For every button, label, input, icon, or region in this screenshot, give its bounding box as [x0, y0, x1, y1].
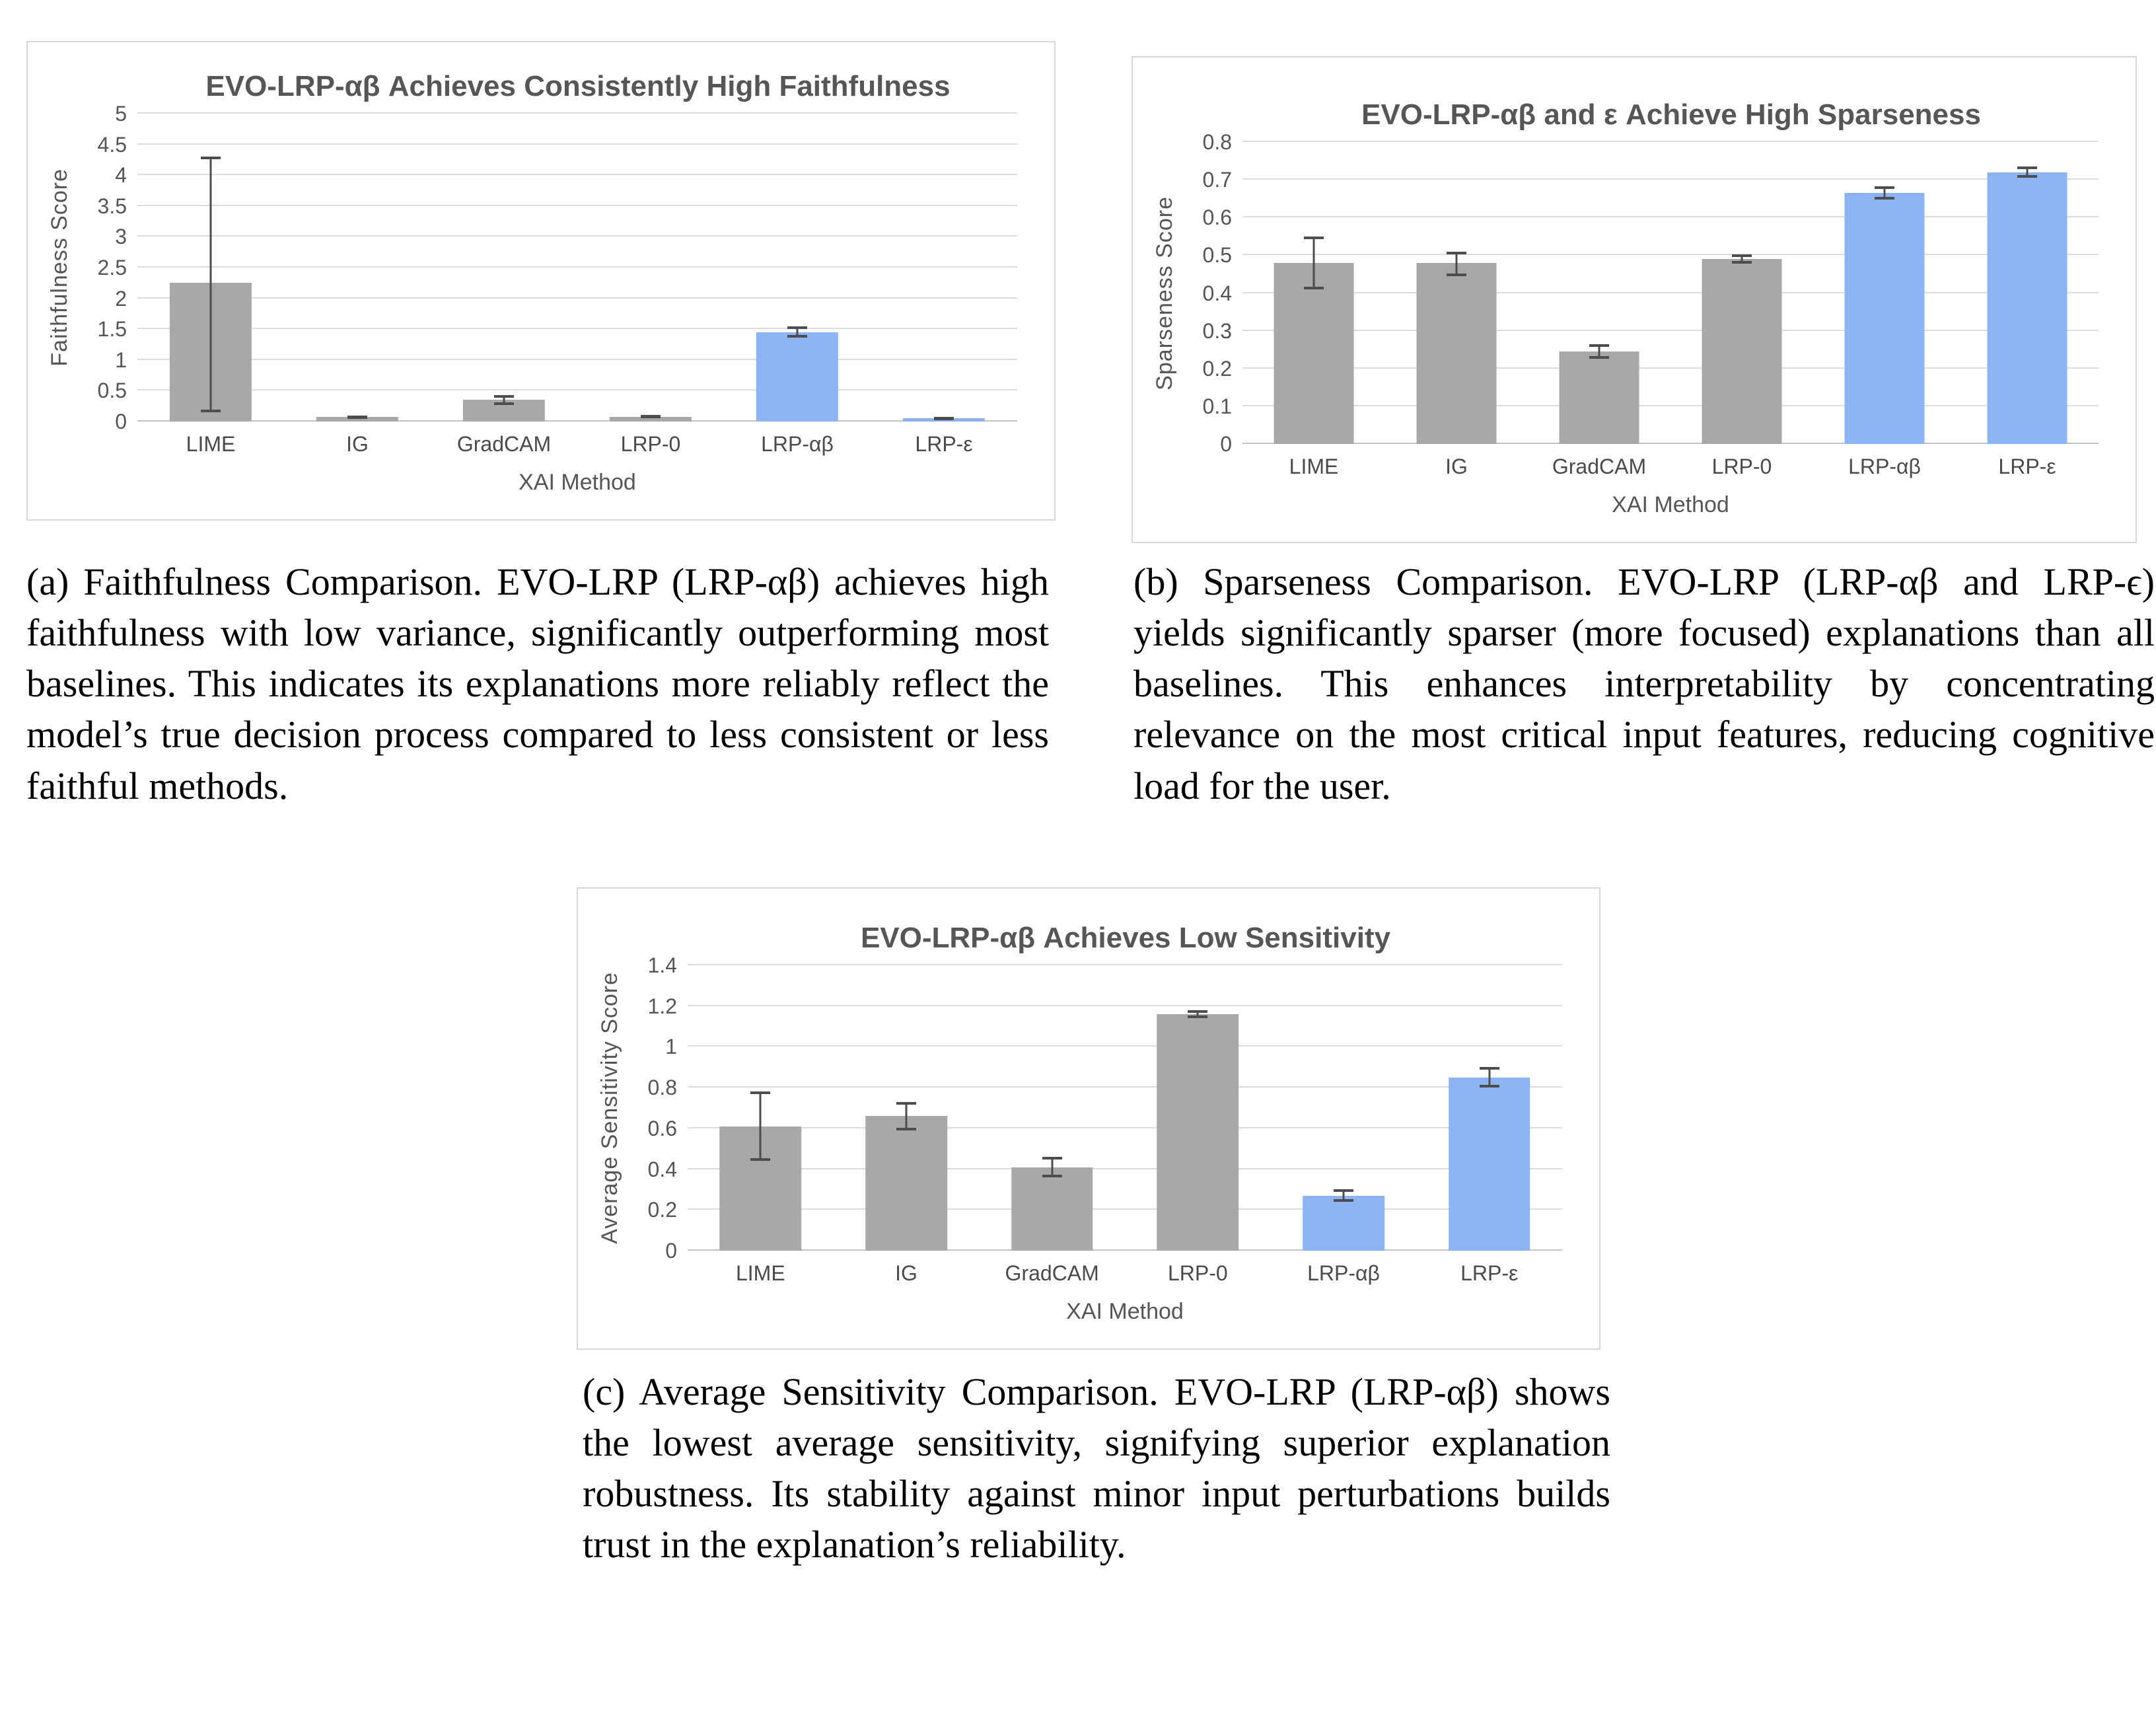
- bar-GradCAM: [1011, 1167, 1093, 1251]
- bar-LRP-0: [1702, 259, 1782, 444]
- caption-b: (b) Sparseness Comparison. EVO-LRP (LRP-αβ and LRP-ϵ) yields significantly sparser (more focused) explanations than all baselines. This enhances interpretability by concentrating relevance on the most critical input features, reducing cognitive load for the user.: [1133, 560, 2155, 807]
- x-axis-baseline: [1242, 443, 2099, 444]
- y-tick-label: 0.2: [1202, 356, 1232, 381]
- gridline: [688, 1127, 1562, 1128]
- category-label: LIME: [735, 1261, 785, 1285]
- gridline: [137, 143, 1017, 145]
- y-tick-label: 0.8: [1202, 130, 1232, 154]
- category-label: LRP-αβ: [761, 432, 834, 456]
- error-bar-cap-bottom: [2017, 175, 2037, 178]
- error-bar-cap-bottom: [201, 410, 221, 412]
- error-bar: [345, 416, 369, 420]
- y-tick-label: 1: [115, 348, 127, 372]
- bar-IG: [1417, 263, 1497, 444]
- category-label: LIME: [186, 432, 236, 456]
- y-tick-label: 2: [115, 286, 127, 311]
- gridline: [137, 359, 1017, 360]
- sparseness-bar-chart: [1132, 56, 2137, 543]
- gridline: [1242, 178, 2099, 180]
- gridline: [1242, 367, 2099, 369]
- error-bar-cap-top: [1732, 254, 1752, 257]
- y-axis-label-text: Faithfulness Score: [46, 168, 72, 367]
- error-bar-cap-bottom: [1732, 261, 1752, 264]
- error-bar-cap-bottom: [1589, 356, 1609, 359]
- error-bar-cap-top: [1589, 344, 1609, 347]
- error-bar: [2015, 166, 2039, 178]
- y-tick-label: 0.2: [647, 1198, 677, 1222]
- category-label: GradCAM: [456, 432, 552, 456]
- y-tick-label: 0.3: [1202, 318, 1232, 343]
- y-tick-label: 0.5: [97, 379, 127, 403]
- y-tick-label: 1.5: [97, 317, 127, 342]
- x-axis-label: XAI Method: [1612, 492, 1729, 517]
- error-bar: [1332, 1189, 1355, 1202]
- gridline: [1242, 330, 2099, 331]
- plot-area: [1242, 142, 2099, 444]
- error-bar-cap-bottom: [1304, 287, 1324, 289]
- chart-title: EVO-LRP-αβ Achieves Consistently High Faithfulness: [205, 70, 951, 102]
- y-tick-label: 3.5: [97, 194, 127, 218]
- error-bar: [1873, 186, 1896, 200]
- gridline: [137, 328, 1017, 329]
- gridline: [688, 964, 1562, 965]
- y-axis-label-text: Sparseness Score: [1151, 196, 1177, 390]
- chart-body: [42, 102, 1034, 433]
- x-axis-categories: [1242, 455, 2099, 479]
- error-bar-cap-bottom: [1875, 197, 1894, 200]
- gridline: [1242, 141, 2099, 142]
- bar-LRP-ε: [1449, 1078, 1530, 1251]
- chart-body: [1147, 130, 2116, 456]
- error-bar-cap-top: [1304, 237, 1324, 239]
- gridline: [1242, 254, 2099, 255]
- error-bar-cap-top: [2017, 166, 2037, 169]
- caption-c: (c) Average Sensitivity Comparison. EVO-LRP (LRP-αβ) shows the lowest average sensitivity, signifying superior explanation robustness. Its stability against minor input perturbations builds trust in the explanation’s reliability.: [583, 1370, 1610, 1566]
- gridline: [137, 205, 1017, 206]
- x-axis-baseline: [137, 420, 1017, 422]
- y-axis-ticks: [627, 953, 688, 1263]
- error-bar-line: [906, 1102, 908, 1130]
- error-bar: [1302, 237, 1326, 289]
- error-bar-cap-bottom: [750, 1158, 770, 1161]
- chart-title: EVO-LRP-αβ and ε Achieve High Sparseness: [1361, 98, 1981, 131]
- error-bar-cap-bottom: [1447, 274, 1466, 276]
- gridline: [1242, 405, 2099, 406]
- gridline: [688, 1168, 1562, 1169]
- error-bar: [639, 415, 663, 419]
- error-bar-cap-top: [750, 1091, 770, 1094]
- plot-area: [137, 114, 1017, 422]
- chart-body: [593, 953, 1579, 1263]
- error-bar: [748, 1091, 772, 1161]
- bar-LRP-αβ: [1303, 1196, 1384, 1251]
- faithfulness-bar-chart: [26, 41, 1056, 521]
- y-tick-label: 5: [115, 102, 127, 126]
- category-label: IG: [346, 432, 369, 456]
- error-bar-cap-top: [1188, 1010, 1207, 1013]
- error-bar-cap-bottom: [1480, 1085, 1499, 1087]
- error-bar: [492, 395, 516, 405]
- y-tick-label: 0.6: [647, 1116, 677, 1140]
- category-label: LRP-ε: [915, 432, 973, 456]
- category-label: LIME: [1289, 455, 1339, 478]
- bar-LIME: [1274, 263, 1354, 444]
- category-label: IG: [1445, 455, 1468, 478]
- category-label: LRP-0: [1711, 455, 1772, 478]
- gridline: [137, 235, 1017, 237]
- gridline: [688, 1208, 1562, 1210]
- y-tick-label: 4.5: [97, 132, 127, 157]
- error-bar-line: [1456, 252, 1458, 276]
- error-bar: [785, 326, 809, 338]
- error-bar-cap-top: [1447, 252, 1466, 254]
- y-axis-ticks: [1182, 130, 1242, 456]
- chart-title: EVO-LRP-αβ Achieves Low Sensitivity: [860, 922, 1391, 954]
- y-tick-label: 0.6: [1202, 205, 1232, 230]
- x-axis-label: XAI Method: [519, 470, 636, 495]
- x-axis-categories: [688, 1261, 1562, 1286]
- error-bar: [1730, 254, 1754, 264]
- y-tick-label: 0: [1220, 432, 1232, 456]
- gridline: [137, 297, 1017, 299]
- bar-IG: [865, 1116, 947, 1251]
- error-bar-line: [210, 157, 212, 412]
- error-bar-cap-top: [1480, 1067, 1499, 1070]
- gridline: [688, 1086, 1562, 1087]
- x-axis-label: XAI Method: [1066, 1299, 1184, 1324]
- y-tick-label: 1.4: [647, 953, 677, 977]
- y-tick-label: 1.2: [647, 994, 677, 1018]
- bar-LRP-αβ: [1845, 193, 1925, 444]
- error-bar-cap-bottom: [347, 416, 367, 419]
- category-label: GradCAM: [1005, 1261, 1099, 1285]
- category-label: IG: [895, 1261, 917, 1285]
- gridline: [137, 389, 1017, 390]
- error-bar-cap-top: [494, 395, 514, 398]
- sensitivity-bar-chart: [577, 887, 1600, 1350]
- error-bar-cap-top: [787, 326, 807, 329]
- y-tick-label: 0.4: [1202, 281, 1232, 305]
- error-bar-cap-bottom: [787, 335, 807, 338]
- category-label: LRP-0: [1168, 1261, 1228, 1285]
- error-bar: [1445, 252, 1468, 276]
- error-bar-cap-bottom: [641, 416, 661, 418]
- y-tick-label: 0: [665, 1239, 677, 1263]
- error-bar: [1478, 1067, 1501, 1087]
- error-bar-line: [760, 1091, 762, 1161]
- gridline: [1242, 216, 2099, 217]
- category-label: GradCAM: [1552, 455, 1647, 478]
- error-bar-cap-top: [896, 1102, 916, 1105]
- category-label: LRP-ε: [1460, 1261, 1519, 1285]
- category-label: LRP-αβ: [1848, 455, 1921, 478]
- error-bar-cap-top: [1334, 1189, 1353, 1192]
- gridline: [137, 266, 1017, 268]
- error-bar-cap-top: [201, 157, 221, 159]
- error-bar-cap-bottom: [896, 1128, 916, 1130]
- category-label: LRP-0: [620, 432, 681, 456]
- gridline: [1242, 292, 2099, 293]
- x-axis-categories: [137, 432, 1017, 457]
- category-label: LRP-αβ: [1307, 1261, 1380, 1285]
- y-tick-label: 4: [115, 163, 127, 188]
- bar-LRP-0: [1157, 1014, 1239, 1251]
- error-bar-cap-bottom: [1188, 1015, 1207, 1018]
- error-bar: [199, 157, 223, 412]
- y-tick-label: 1: [665, 1035, 677, 1059]
- gridline: [137, 112, 1017, 114]
- y-tick-label: 3: [115, 225, 127, 249]
- error-bar-cap-bottom: [934, 417, 954, 420]
- gridline: [688, 1045, 1562, 1047]
- y-tick-label: 0.1: [1202, 394, 1232, 418]
- caption-a: (a) Faithfulness Comparison. EVO-LRP (LRP-αβ) achieves high faithfulness with low variance, significantly outperforming most baselines. This indicates its explanations more reliably reflect the model’s true decision process compared to less consistent or less faithful methods.: [26, 560, 1049, 807]
- gridline: [688, 1005, 1562, 1006]
- error-bar-cap-top: [1875, 186, 1894, 189]
- error-bar-cap-bottom: [1334, 1199, 1353, 1202]
- y-axis-ticks: [77, 102, 137, 433]
- y-tick-label: 0.5: [1202, 243, 1232, 268]
- bar-LRP-αβ: [756, 332, 838, 422]
- y-tick-label: 0.4: [647, 1157, 677, 1181]
- plot-area: [688, 965, 1562, 1251]
- y-tick-label: 0.8: [647, 1076, 677, 1100]
- gridline: [137, 174, 1017, 175]
- error-bar-cap-bottom: [1042, 1175, 1062, 1177]
- y-axis-label: [1147, 142, 1182, 444]
- error-bar-line: [1313, 237, 1315, 289]
- y-tick-label: 0.7: [1202, 168, 1232, 192]
- bar-GradCAM: [1560, 351, 1639, 444]
- error-bar: [1040, 1157, 1064, 1177]
- y-tick-label: 2.5: [97, 256, 127, 279]
- y-axis-label: [593, 965, 627, 1251]
- bar-LRP-ε: [1988, 172, 2067, 444]
- error-bar: [1587, 344, 1611, 359]
- x-axis-baseline: [688, 1249, 1562, 1251]
- error-bar: [894, 1102, 918, 1130]
- y-tick-label: 0: [115, 410, 127, 433]
- y-axis-label: [42, 114, 77, 422]
- error-bar-cap-top: [1042, 1157, 1062, 1160]
- error-bar: [1186, 1010, 1209, 1018]
- y-axis-label-text: Average Sensitivity Score: [596, 972, 622, 1244]
- error-bar: [932, 418, 956, 420]
- category-label: LRP-ε: [1998, 455, 2056, 478]
- error-bar-cap-bottom: [494, 402, 514, 405]
